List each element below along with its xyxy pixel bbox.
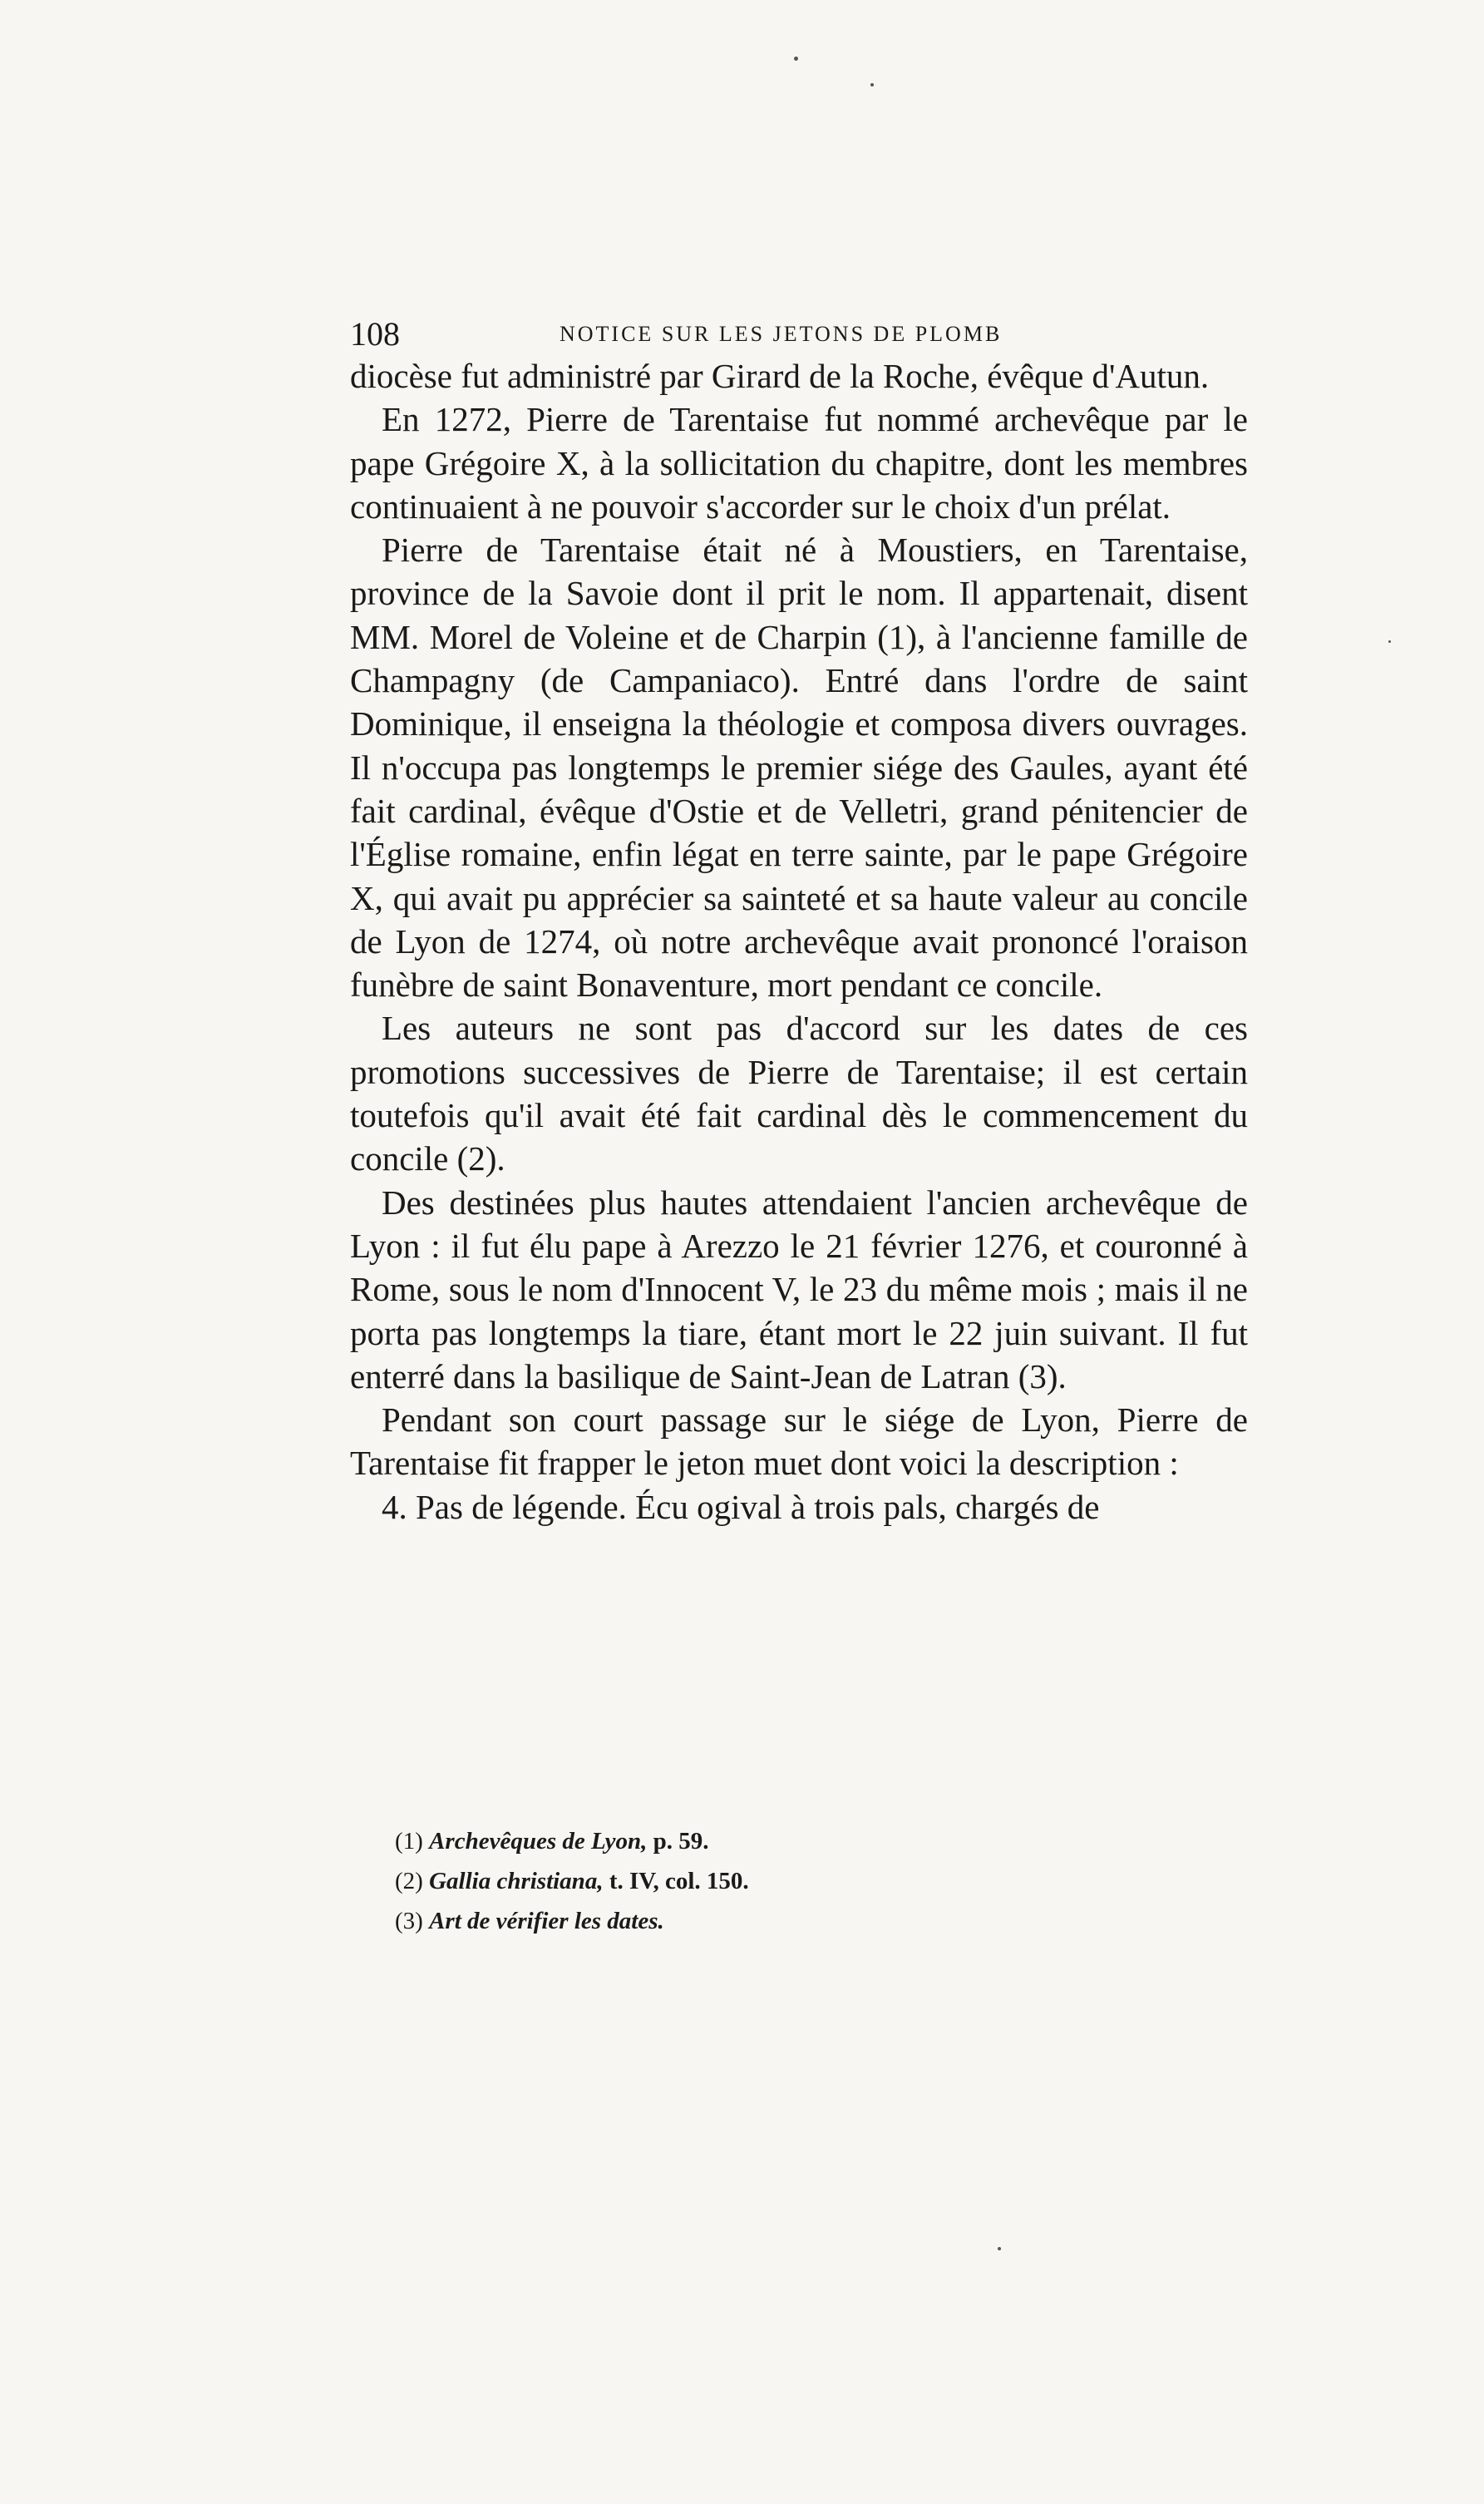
page-header [350, 309, 1248, 359]
footnote-1 [395, 1821, 1143, 1861]
footnote-title: Art de vérifier les dates. [429, 1908, 664, 1934]
footnotes [395, 1821, 1143, 1941]
footnote-reference: p. 59. [653, 1828, 709, 1855]
paragraph: Pendant son court passage sur le siége de Lyon, Pierre de Tarentaise fit frapper le jeton muet dont voici la description : [350, 1400, 1248, 1483]
print-speck [1388, 640, 1391, 643]
footnote-number: (2) [395, 1868, 423, 1894]
footnote-number: (3) [395, 1908, 423, 1934]
body-text [350, 354, 1248, 1529]
print-speck [794, 57, 798, 61]
page-number: 108 [350, 315, 400, 353]
footnote-2 [395, 1861, 1143, 1901]
footnote-title: Archevêques de Lyon, [429, 1828, 648, 1855]
paragraph: Pierre de Tarentaise était né à Moustiers, en Tarentaise, province de la Savoie dont il prit le nom. Il appartenait, disent MM. Morel de Voleine et de Charpin (1), à l'ancienne famille de Champagny (de Campaniaco). Entré dans l'ordre de saint Dominique, il enseigna la théologie et composa divers ouvrages. Il n'occupa pas longtemps le premier siége des Gaules, ayant été fait cardinal, évêque d'Ostie et de Velletri, grand pénitencier de l'Église romaine, enfin légat en terre sainte, par le pape Grégoire X, qui avait pu apprécier sa sainteté et sa haute valeur au concile de Lyon de 1274, où notre archevêque avait prononcé l'oraison funèbre de saint Bonaventure, mort pendant ce concile. [350, 531, 1248, 1005]
catalog-entry: 4. Pas de légende. Écu ogival à trois pals, chargés de [382, 1487, 1100, 1526]
print-speck [998, 2247, 1001, 2250]
paragraph: Des destinées plus hautes attendaient l'ancien archevêque de Lyon : il fut élu pape à Arezzo le 21 février 1276, et couronné à Rome, sous le nom d'Innocent V, le 23 du même mois ; mais il ne porta pas longtemps la tiare, étant mort le 22 juin suivant. Il fut enterré dans la basilique de Saint-Jean de Latran (3). [350, 1183, 1248, 1395]
footnote-3 [395, 1901, 1143, 1941]
paragraph: En 1272, Pierre de Tarentaise fut nommé archevêque par le pape Grégoire X, à la sollicitation du chapitre, dont les membres continuaient à ne pouvoir s'accorder sur le choix d'un prélat. [350, 400, 1248, 526]
running-title: NOTICE SUR LES JETONS DE PLOMB [560, 322, 1003, 346]
paragraph: diocèse fut administré par Girard de la Roche, évêque d'Autun. [350, 357, 1210, 395]
footnote-number: (1) [395, 1828, 423, 1855]
paragraph: Les auteurs ne sont pas d'accord sur les dates de ces promotions successives de Pierre de Tarentaise; il est certain toutefois qu'il avait été fait cardinal dès le commencement du concile (2). [350, 1009, 1248, 1178]
footnote-reference: t. IV, col. 150. [609, 1868, 749, 1894]
print-speck [870, 83, 874, 86]
footnote-title: Gallia christiana, [429, 1868, 604, 1894]
